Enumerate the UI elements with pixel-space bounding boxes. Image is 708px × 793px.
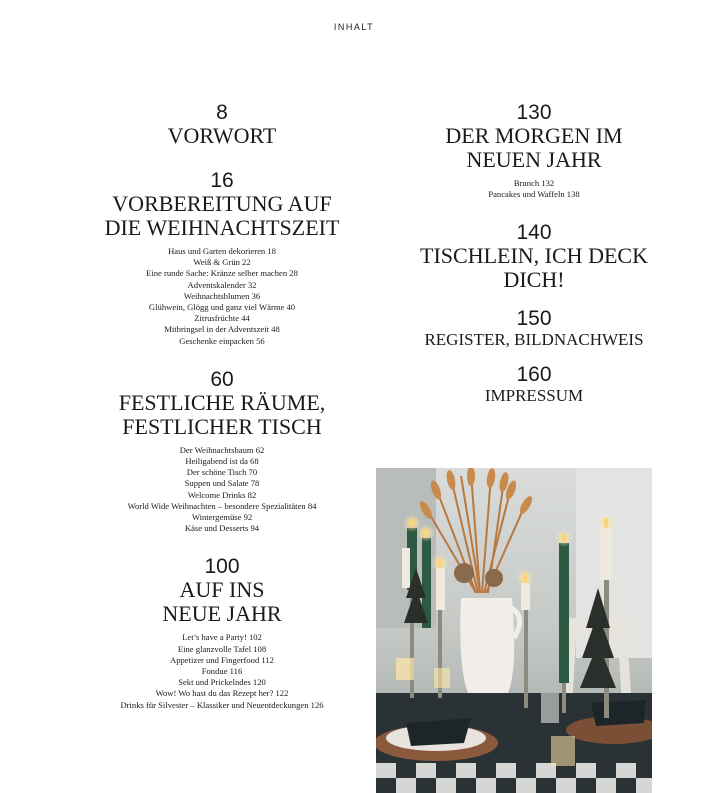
toc-entry: Let’s have a Party! 102: [182, 632, 262, 643]
toc-left-column: [84, 102, 360, 711]
toc-entry: Glühwein, Glögg und ganz viel Wärme 40: [148, 302, 296, 313]
toc-entry: Eine runde Sache: Kränze selber machen 28: [146, 268, 298, 279]
toc-entry: Haus und Garten dekorieren 18: [168, 246, 276, 256]
chapter-title: IMPRESSUM: [484, 386, 584, 406]
toc-entry: Welcome Drinks 82: [187, 489, 257, 500]
toc-entry: Weihnachtsblumen 36: [183, 290, 261, 301]
toc-entry: Appetizer und Fingerfood 112: [170, 654, 274, 665]
toc-entry: Drinks für Silvester – Klassiker und Neuentdeckungen 126: [120, 699, 324, 710]
toc-entry: Weiß & Grün 22: [193, 257, 251, 268]
chapter-title: DICH!: [503, 267, 565, 293]
chapter-title: TISCHLEIN, ICH DECK: [420, 243, 648, 269]
chapter-title: FESTLICHER TISCH: [122, 413, 322, 439]
toc-entry: Eine glanzvolle Tafel 108: [177, 643, 267, 654]
chapter-page-number: 150: [516, 307, 552, 331]
toc-entry: World Wide Weihnachten – besondere Spezialitäten 84: [127, 500, 317, 511]
chapter-entries: [384, 178, 684, 200]
chapter-page-number: 100: [204, 555, 240, 579]
chapter-page-number: 140: [516, 221, 552, 245]
toc-entry: Wintergemüse 92: [191, 512, 253, 523]
chapter-title: VORWORT: [167, 123, 277, 148]
toc-section: [84, 369, 360, 535]
festive-table-illustration: [376, 468, 652, 793]
toc-section: [384, 102, 684, 200]
chapter-page-number: 8: [216, 101, 228, 124]
toc-section: [384, 364, 684, 406]
chapter-page-number: 130: [516, 101, 552, 124]
toc-entry: Suppen und Salate 78: [184, 478, 260, 489]
toc-section: [384, 308, 684, 350]
toc-section: [384, 222, 684, 292]
chapter-entries: [84, 445, 360, 535]
toc-entry: Mitbringsel in der Adventszeit 48: [164, 324, 280, 335]
toc-entry: Fondue 116: [201, 666, 243, 677]
toc-entry: Wow! Wo hast du das Rezept her? 122: [155, 688, 289, 699]
chapter-title: NEUEN JAHR: [466, 147, 602, 172]
page-header: INHALT: [333, 22, 375, 32]
toc-entry: Brunch 132: [513, 178, 555, 188]
toc-right-column: [384, 102, 684, 406]
chapter-entries: [84, 632, 360, 710]
toc-entry: Der Weihnachtsbaum 62: [179, 444, 265, 455]
toc-entry: Der schöne Tisch 70: [186, 467, 258, 478]
toc-entry: Geschenke einpacken 56: [179, 335, 265, 346]
chapter-title: VORBEREITUNG AUF: [112, 191, 332, 216]
chapter-title: FESTLICHE RÄUME,: [118, 389, 326, 415]
chapter-title: DIE WEIHNACHTSZEIT: [104, 215, 340, 240]
chapter-entries: [84, 246, 360, 347]
toc-entry: Pancakes und Waffeln 138: [488, 189, 580, 200]
toc-section: [84, 170, 360, 347]
chapter-page-number: 16: [210, 169, 234, 192]
toc-entry: Heiligabend ist da 68: [185, 456, 259, 467]
toc-entry: Sekt und Prickelndes 120: [178, 677, 266, 688]
chapter-title: AUF INS: [179, 577, 265, 603]
chapter-title: NEUE JAHR: [162, 601, 282, 627]
festive-table-photo: [376, 468, 652, 793]
chapter-page-number: 60: [210, 367, 234, 391]
toc-section: [84, 556, 360, 710]
toc-entry: Adventskalender 32: [187, 279, 257, 290]
toc-entry: Käse und Desserts 94: [184, 523, 260, 534]
chapter-title: DER MORGEN IM: [445, 123, 623, 148]
toc-section: [84, 102, 360, 148]
chapter-title: REGISTER, BILDNACHWEIS: [424, 330, 644, 350]
chapter-page-number: 160: [516, 363, 552, 387]
toc-entry: Zitrusfrüchte 44: [194, 313, 250, 324]
